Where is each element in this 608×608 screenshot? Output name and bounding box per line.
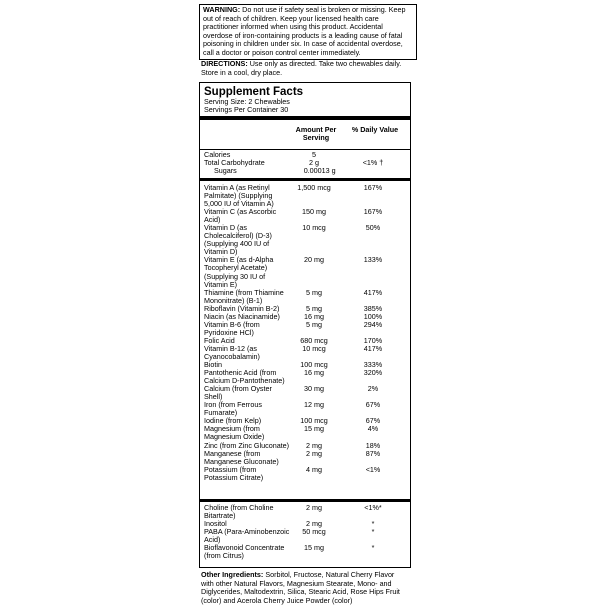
nutrient-row: [200, 289, 410, 305]
nutrient-row: [200, 504, 410, 520]
nutrient-amount: 12 mg: [304, 400, 324, 410]
nutrient-name: Magnesium (from Magnesium Oxide): [204, 424, 265, 442]
nutrient-name: Vitamin D (as Cholecalciferol) (D-3) (Supplying 400 IU of Vitamin D): [204, 223, 272, 257]
nutrient-name: Sugars: [214, 166, 237, 176]
nutrient-dv: *: [371, 519, 375, 529]
nutrient-dv: 170%: [363, 335, 383, 345]
nutrient-name: Choline (from Choline Bitartrate): [204, 503, 274, 521]
nutrient-amount: 2 g: [309, 158, 319, 168]
nutrient-name: Vitamin A (as Retinyl Palmitate) (Supplying 5,000 IU of Vitamin A): [204, 183, 274, 209]
nutrient-name: Vitamin B-12 (as Cyanocobalamin): [204, 343, 260, 361]
nutrient-name: Vitamin B-6 (from Pyridoxine HCl): [204, 319, 260, 337]
nutrient-amount: 2 mg: [306, 503, 322, 512]
nutrient-amount: 4 mg: [306, 464, 322, 474]
nutrient-name: Vitamin E (as d-Alpha Tocopheryl Acetate) (Supplying 30 IU of Vitamin E): [204, 255, 274, 289]
nutrient-row: [200, 369, 410, 385]
nutrient-amount: 1,500 mcg: [297, 183, 331, 192]
amount-header: Amount Per Serving: [295, 125, 337, 143]
nutrient-row: [200, 544, 410, 560]
nutrient-name: Vitamin C (as Ascorbic Acid): [204, 207, 277, 225]
nutrient-dv: 87%: [365, 448, 381, 458]
nutrient-amount: 100 mcg: [300, 416, 328, 426]
section-rule-2: [200, 499, 410, 502]
header-rule: [200, 149, 410, 150]
nutrient-amount: 20 mg: [304, 255, 324, 265]
nutrient-dv: *: [371, 543, 375, 553]
nutrient-amount: 5 mg: [306, 287, 322, 297]
nutrient-row: [200, 345, 410, 361]
nutrient-dv: 417%: [363, 287, 383, 297]
nutrient-amount: 2 mg: [306, 519, 322, 529]
nutrient-amount: 15 mg: [304, 424, 324, 434]
supplement-facts-panel: [199, 82, 411, 568]
section-rule-1: [200, 178, 410, 181]
dv-header: % Daily Value: [351, 125, 399, 134]
nutrient-dv: 333%: [363, 360, 383, 370]
nutrient-name: Calcium (from Oyster Shell): [204, 384, 272, 402]
nutrient-amount: 680 mcg: [300, 335, 328, 345]
warning-label: WARNING:: [203, 5, 241, 14]
nutrient-row: [200, 401, 410, 417]
nutrient-dv: [343, 167, 410, 175]
nutrient-name: Bioflavonoid Concentrate (from Citrus): [204, 543, 285, 561]
nutrient-name: Manganese (from Manganese Gluconate): [204, 448, 279, 466]
nutrient-row: [200, 256, 410, 288]
directions-text: Use only as directed. Take two chewables daily. Store in a cool, dry place.: [201, 59, 402, 77]
nutrient-amount: 100 mcg: [300, 360, 328, 370]
nutrient-dv: 417%: [363, 343, 383, 353]
nutrient-amount: 30 mg: [304, 384, 324, 394]
nutrient-name: Iron (from Ferrous Fumarate): [204, 400, 262, 418]
directions-label: DIRECTIONS:: [201, 59, 248, 68]
nutrient-name: PABA (Para-Aminobenzoic Acid): [204, 527, 290, 545]
nutrient-row: [200, 224, 410, 256]
nutrient-dv: <1% †: [362, 158, 384, 168]
column-header: [200, 126, 410, 142]
nutrient-row: [200, 167, 410, 175]
nutrient-name: Pantothenic Acid (from Calcium D-Pantothenate): [204, 368, 285, 386]
nutrient-row: [200, 385, 410, 401]
nutrient-dv: 167%: [363, 207, 383, 217]
nutrient-name: Riboflavin (Vitamin B-2): [204, 303, 280, 313]
other-ingredients-text: Sorbitol, Fructose, Natural Cherry Flavor with other Natural Flavors, Magnesium Stearate, Mono- and Diglycerides, Maltodextrin, Silica, Stearic Acid, Rose Hips Fruit (color) and Acerola Cherry Juice Powder (color): [201, 570, 400, 605]
nutrient-dv: 133%: [363, 255, 383, 265]
nutrient-dv: 4%: [367, 424, 379, 434]
section-other-nutrients: [200, 504, 410, 560]
nutrient-amount: 5 mg: [306, 303, 322, 313]
nutrient-dv: 50%: [365, 223, 381, 233]
nutrient-dv: 18%: [365, 440, 381, 450]
nutrient-name: Total Carbohydrate: [204, 158, 265, 168]
nutrient-amount: 150 mg: [302, 207, 326, 217]
nutrient-name: Niacin (as Niacinamide): [204, 311, 280, 321]
nutrient-amount: 10 mcg: [302, 343, 326, 353]
nutrient-dv: 2%: [367, 384, 379, 394]
nutrient-amount: 15 mg: [304, 543, 324, 553]
thick-rule: [200, 116, 410, 120]
nutrient-amount: 0.00013 g: [303, 166, 336, 176]
nutrient-amount: 50 mcg: [302, 527, 326, 537]
facts-title: Supplement Facts: [204, 86, 304, 98]
nutrient-name: Zinc (from Zinc Gluconate): [204, 440, 290, 450]
warning-text: Do not use if safety seal is broken or missing. Keep out of reach of children. Keep your licensed health care practitioner informed when using this product. Accidental overdose of iron-containing products is a leading cause of fatal poisoning in children under six. In case of accidental overdose, call a doctor or poison control center immediately.: [203, 5, 406, 57]
section-vitamins-minerals: [200, 184, 410, 482]
nutrient-amount: 16 mg: [304, 311, 324, 321]
nutrient-amount: 2 mg: [306, 440, 322, 450]
serving-size: Serving Size: 2 Chewables: [204, 97, 290, 106]
nutrient-dv: <1%*: [364, 503, 382, 512]
nutrient-name: Biotin: [204, 360, 222, 370]
other-ingredients-label: Other Ingredients:: [201, 570, 264, 579]
nutrient-dv: 320%: [363, 368, 383, 378]
nutrient-name: Iodine (from Kelp): [204, 416, 262, 426]
nutrient-amount: 10 mcg: [302, 223, 326, 233]
nutrient-dv: 294%: [363, 319, 383, 329]
other-ingredients: [201, 571, 409, 605]
nutrient-dv: <1%: [365, 464, 381, 474]
nutrient-amount: 2 mg: [306, 448, 322, 458]
nutrient-row: [200, 321, 410, 337]
nutrient-dv: *: [371, 527, 375, 537]
nutrient-dv: 67%: [365, 400, 381, 410]
nutrient-amount: 5 mg: [306, 319, 322, 329]
nutrient-amount: 5: [312, 150, 316, 159]
section-macros: [200, 151, 410, 175]
nutrient-dv: 385%: [363, 303, 383, 313]
directions-block: [201, 60, 411, 77]
nutrient-row: [200, 450, 410, 466]
warning-box: [199, 4, 417, 60]
nutrient-dv: 67%: [365, 416, 381, 426]
nutrient-row: [200, 184, 410, 208]
nutrient-name: Potassium (from Potassium Citrate): [204, 464, 264, 482]
servings-per-container: Servings Per Container 30: [204, 105, 289, 114]
nutrient-row: [200, 528, 410, 544]
nutrient-row: [200, 466, 410, 482]
nutrient-name: Inositol: [204, 519, 227, 529]
nutrient-dv: 167%: [363, 183, 383, 192]
nutrient-name: Calories: [204, 150, 231, 159]
nutrient-dv: 100%: [363, 311, 383, 321]
nutrient-name: Folic Acid: [204, 335, 235, 345]
nutrient-row: [200, 425, 410, 441]
nutrient-name: Thiamine (from Thiamine Mononitrate) (B-1): [204, 287, 284, 305]
nutrient-amount: 16 mg: [304, 368, 324, 378]
nutrient-row: [200, 208, 410, 224]
